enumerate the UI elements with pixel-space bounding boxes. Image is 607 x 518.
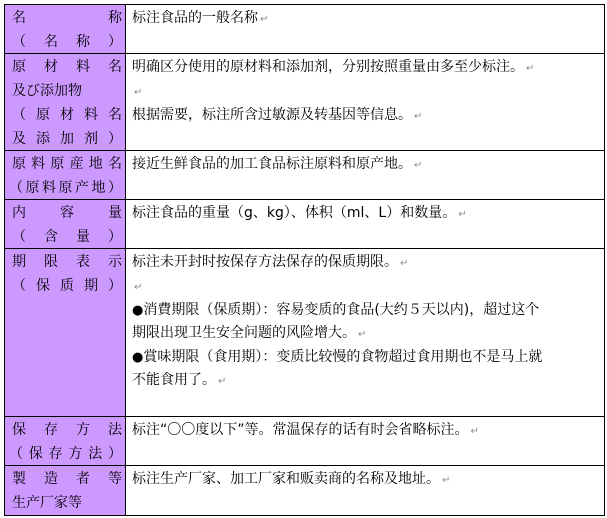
value-line: 标注“〇〇度以下”等。常温保存的话有时会省略标注。 ↵ bbox=[132, 422, 479, 438]
value-line: 根据需要，标注所含过敏源及转基因等信息。 ↵ bbox=[132, 107, 423, 123]
value-cell bbox=[126, 200, 605, 249]
label-line: 原料原産地名 bbox=[12, 156, 122, 172]
label-line: （原料原产地） bbox=[9, 180, 122, 196]
table-row-storage bbox=[5, 417, 605, 466]
paragraph-mark-icon: ↵ bbox=[458, 209, 467, 220]
table-row-expiry bbox=[5, 249, 605, 417]
value-line: 明确区分使用的原材料和添加剂，分别按照重量由多至少标注。 ↵ bbox=[132, 59, 535, 75]
paragraph-mark-icon: ↵ bbox=[134, 87, 143, 98]
empty-line bbox=[132, 80, 598, 104]
label-line: 及び添加物 bbox=[12, 83, 82, 99]
label-line: 製造者等 bbox=[12, 471, 122, 487]
label-cell bbox=[5, 466, 126, 516]
paragraph-mark-icon: ↵ bbox=[260, 14, 269, 25]
value-line: ●消費期限（保质期）：容易变质的食品(大约５天以内)，超过这个 bbox=[132, 302, 540, 318]
label-line: 原材料名 bbox=[12, 59, 122, 75]
label-line: 期限表示 bbox=[12, 254, 122, 270]
paragraph-mark-icon: ↵ bbox=[442, 475, 451, 486]
paragraph-mark-icon: ↵ bbox=[470, 426, 479, 437]
paragraph-mark-icon: ↵ bbox=[414, 111, 423, 122]
table-row-name bbox=[5, 5, 605, 54]
paragraph-mark-icon: ↵ bbox=[358, 329, 367, 340]
label-line: 内 容 量 bbox=[12, 205, 122, 221]
label-line: （名称） bbox=[12, 34, 122, 50]
label-cell bbox=[5, 54, 126, 151]
value-line: 接近生鲜食品的加工食品标注原料和原产地。 ↵ bbox=[132, 156, 423, 172]
label-line: 及添加剂） bbox=[12, 131, 122, 147]
paragraph-mark-icon: ↵ bbox=[526, 63, 535, 74]
label-line: 名 称 bbox=[12, 10, 122, 26]
label-cell bbox=[5, 417, 126, 466]
label-cell bbox=[5, 249, 126, 417]
label-cell bbox=[5, 5, 126, 54]
value-line: 标注生产厂家、加工厂家和贩卖商的名称及地址。 ↵ bbox=[132, 471, 451, 487]
paragraph-mark-icon: ↵ bbox=[400, 258, 409, 269]
label-line: 生产厂家等 bbox=[12, 495, 82, 511]
food-label-table bbox=[4, 4, 605, 516]
value-line: 不能食用了。 ↵ bbox=[132, 372, 227, 388]
label-line: （保质期） bbox=[12, 278, 122, 294]
value-line: 标注未开封时按保存方法保存的保质期限。 ↵ bbox=[132, 254, 409, 270]
table-row-manufacturer bbox=[5, 466, 605, 516]
paragraph-mark-icon: ↵ bbox=[134, 282, 143, 293]
label-line: （原材料名 bbox=[12, 107, 122, 123]
value-cell bbox=[126, 249, 605, 417]
bullet-icon: ● bbox=[132, 303, 144, 318]
value-line: 期限出现卫生安全问题的风险增大。 ↵ bbox=[132, 325, 367, 341]
table-row-ingredients bbox=[5, 54, 605, 151]
empty-line bbox=[132, 275, 598, 299]
label-cell bbox=[5, 200, 126, 249]
value-cell bbox=[126, 417, 605, 466]
label-cell bbox=[5, 151, 126, 200]
table-row-origin bbox=[5, 151, 605, 200]
value-cell bbox=[126, 5, 605, 54]
bullet-icon: ● bbox=[132, 350, 144, 365]
value-cell bbox=[126, 466, 605, 516]
label-line: （含量） bbox=[12, 229, 122, 245]
value-line: 标注食品的一般名称 ↵ bbox=[132, 10, 269, 26]
label-line: 保存方法 bbox=[12, 422, 122, 438]
table-row-content bbox=[5, 200, 605, 249]
paragraph-mark-icon: ↵ bbox=[218, 376, 227, 387]
paragraph-mark-icon: ↵ bbox=[414, 160, 423, 171]
value-line: 标注食品的重量（g、kg）、体积（ml、L）和数量。 ↵ bbox=[132, 205, 467, 221]
value-line: ●賞味期限（食用期）：变质比较慢的食物超过食用期也不是马上就 bbox=[132, 349, 543, 365]
value-cell bbox=[126, 151, 605, 200]
label-line: （保存方法） bbox=[9, 446, 122, 462]
value-cell bbox=[126, 54, 605, 151]
